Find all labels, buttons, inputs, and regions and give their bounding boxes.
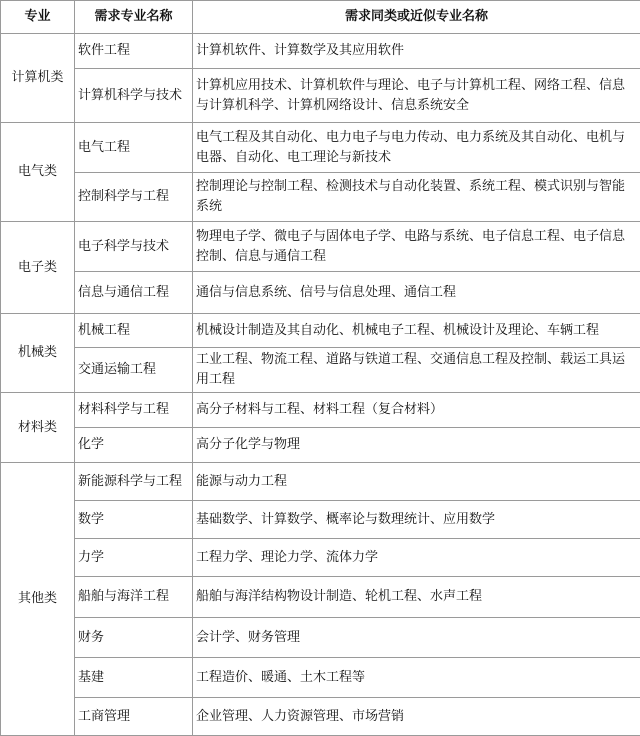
category-cell: 电子类 xyxy=(1,222,75,314)
related-cell: 基础数学、计算数学、概率论与数理统计、应用数学 xyxy=(193,501,640,539)
category-cell: 材料类 xyxy=(1,393,75,463)
table-row xyxy=(1,501,640,539)
related-cell: 控制理论与控制工程、检测技术与自动化装置、系统工程、模式识别与智能系统 xyxy=(193,173,640,222)
table-row xyxy=(1,428,640,463)
major-cell: 数学 xyxy=(75,501,193,539)
related-cell: 高分子化学与物理 xyxy=(193,428,640,463)
table-row xyxy=(1,272,640,314)
major-cell: 化学 xyxy=(75,428,193,463)
related-cell: 电气工程及其自动化、电力电子与电力传动、电力系统及其自动化、电机与电器、自动化、电工理论与新技术 xyxy=(193,123,640,173)
table-row xyxy=(1,463,640,501)
related-cell: 工程造价、暖通、土木工程等 xyxy=(193,658,640,698)
major-cell: 交通运输工程 xyxy=(75,348,193,393)
related-cell: 计算机软件、计算数学及其应用软件 xyxy=(193,34,640,69)
related-cell: 工程力学、理论力学、流体力学 xyxy=(193,539,640,577)
major-cell: 机械工程 xyxy=(75,314,193,348)
major-cell: 信息与通信工程 xyxy=(75,272,193,314)
major-cell: 控制科学与工程 xyxy=(75,173,193,222)
table-row xyxy=(1,618,640,658)
major-cell: 财务 xyxy=(75,618,193,658)
major-cell: 工商管理 xyxy=(75,698,193,736)
category-cell: 电气类 xyxy=(1,123,75,222)
table-row xyxy=(1,69,640,123)
related-cell: 通信与信息系统、信号与信息处理、通信工程 xyxy=(193,272,640,314)
category-cell: 其他类 xyxy=(1,463,75,736)
table-row xyxy=(1,393,640,428)
major-cell: 电气工程 xyxy=(75,123,193,173)
related-cell: 物理电子学、微电子与固体电子学、电路与系统、电子信息工程、电子信息控制、信息与通信工程 xyxy=(193,222,640,272)
table-row xyxy=(1,658,640,698)
related-cell: 高分子材料与工程、材料工程（复合材料） xyxy=(193,393,640,428)
table-row xyxy=(1,348,640,393)
related-cell: 船舶与海洋结构物设计制造、轮机工程、水声工程 xyxy=(193,577,640,618)
table-row xyxy=(1,34,640,69)
major-cell: 电子科学与技术 xyxy=(75,222,193,272)
table-row xyxy=(1,222,640,272)
related-cell: 能源与动力工程 xyxy=(193,463,640,501)
related-cell: 计算机应用技术、计算机软件与理论、电子与计算机工程、网络工程、信息与计算机科学、计算机网络设计、信息系统安全 xyxy=(193,69,640,123)
table-row xyxy=(1,123,640,173)
table-row xyxy=(1,577,640,618)
category-cell: 计算机类 xyxy=(1,34,75,123)
header-category: 专业 xyxy=(1,1,75,34)
major-cell: 计算机科学与技术 xyxy=(75,69,193,123)
related-cell: 机械设计制造及其自动化、机械电子工程、机械设计及理论、车辆工程 xyxy=(193,314,640,348)
category-cell: 机械类 xyxy=(1,314,75,393)
related-cell: 工业工程、物流工程、道路与铁道工程、交通信息工程及控制、载运工具运用工程 xyxy=(193,348,640,393)
major-cell: 船舶与海洋工程 xyxy=(75,577,193,618)
header-related: 需求同类或近似专业名称 xyxy=(193,1,640,34)
major-cell: 新能源科学与工程 xyxy=(75,463,193,501)
major-cell: 软件工程 xyxy=(75,34,193,69)
table-row xyxy=(1,698,640,736)
header-row xyxy=(1,1,640,34)
related-cell: 会计学、财务管理 xyxy=(193,618,640,658)
header-major: 需求专业名称 xyxy=(75,1,193,34)
related-cell: 企业管理、人力资源管理、市场营销 xyxy=(193,698,640,736)
table-row xyxy=(1,539,640,577)
major-cell: 基建 xyxy=(75,658,193,698)
table-row xyxy=(1,314,640,348)
major-cell: 力学 xyxy=(75,539,193,577)
table-row xyxy=(1,173,640,222)
major-cell: 材料科学与工程 xyxy=(75,393,193,428)
